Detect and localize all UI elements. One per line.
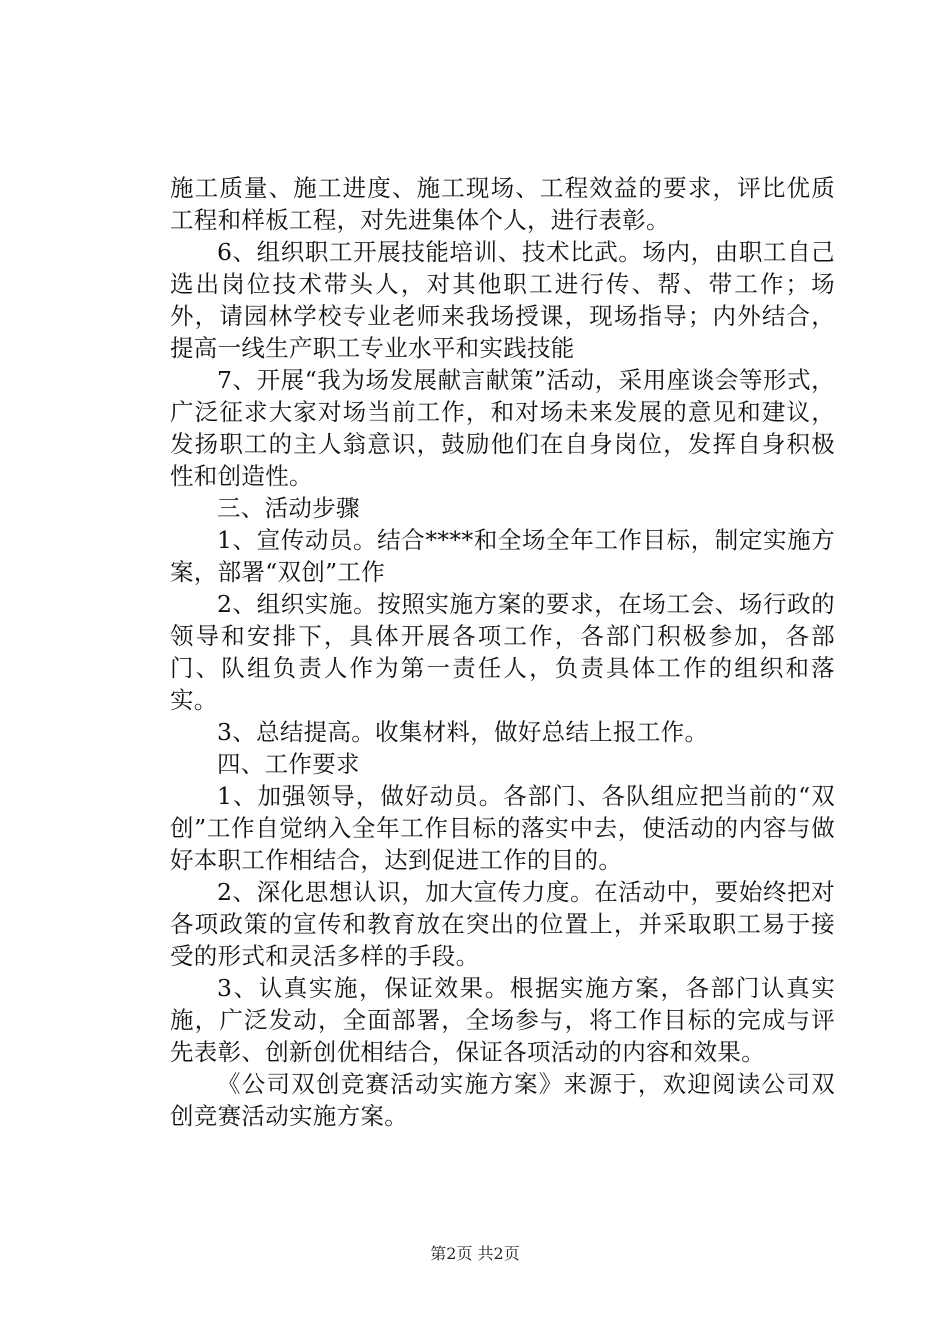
section-heading: 三、活动步骤 xyxy=(217,494,360,522)
paragraph: 2、深化思想认识，加大宣传力度。在活动中，要始终把对各项政策的宣传和教育放在突出的位置上，并采取职工易于接受的形式和灵活多样的手段。 xyxy=(170,878,835,970)
paragraph: 1、宣传动员。结合****和全场全年工作目标，制定实施方案，部署“双创”工作 xyxy=(170,526,835,586)
paragraph: 2、组织实施。按照实施方案的要求，在场工会、场行政的领导和安排下，具体开展各项工作，各部门积极参加，各部门、队组负责人作为第一责任人，负责具体工作的组织和落实。 xyxy=(170,590,835,714)
paragraph: 3、总结提高。收集材料，做好总结上报工作。 xyxy=(217,718,709,746)
paragraph: 施工质量、施工进度、施工现场、工程效益的要求，评比优质工程和样板工程，对先进集体个人，进行表彰。 xyxy=(170,174,835,234)
section-heading: 四、工作要求 xyxy=(217,750,360,778)
paragraph: 1、加强领导，做好动员。各部门、各队组应把当前的“双创”工作自觉纳入全年工作目标的落实中去，使活动的内容与做好本职工作相结合，达到促进工作的目的。 xyxy=(170,782,835,874)
paragraph: 3、认真实施，保证效果。根据实施方案，各部门认真实施，广泛发动，全面部署，全场参与，将工作目标的完成与评先表彰、创新创优相结合，保证各项活动的内容和效果。 xyxy=(170,974,835,1066)
page-footer: 第2页 共2页 xyxy=(430,1244,520,1263)
paragraph: 《公司双创竞赛活动实施方案》来源于，欢迎阅读公司双创竞赛活动实施方案。 xyxy=(170,1070,835,1130)
document-body xyxy=(170,172,835,1132)
paragraph: 7、开展“我为场发展献言献策”活动，采用座谈会等形式，广泛征求大家对场当前工作，和对场未来发展的意见和建议，发扬职工的主人翁意识，鼓励他们在自身岗位，发挥自身积极性和创造性。 xyxy=(170,366,835,490)
paragraph: 6、组织职工开展技能培训、技术比武。场内，由职工自己选出岗位技术带头人，对其他职工进行传、帮、带工作；场外，请园林学校专业老师来我场授课，现场指导；内外结合，提高一线生产职工专业水平和实践技能 xyxy=(170,238,835,362)
